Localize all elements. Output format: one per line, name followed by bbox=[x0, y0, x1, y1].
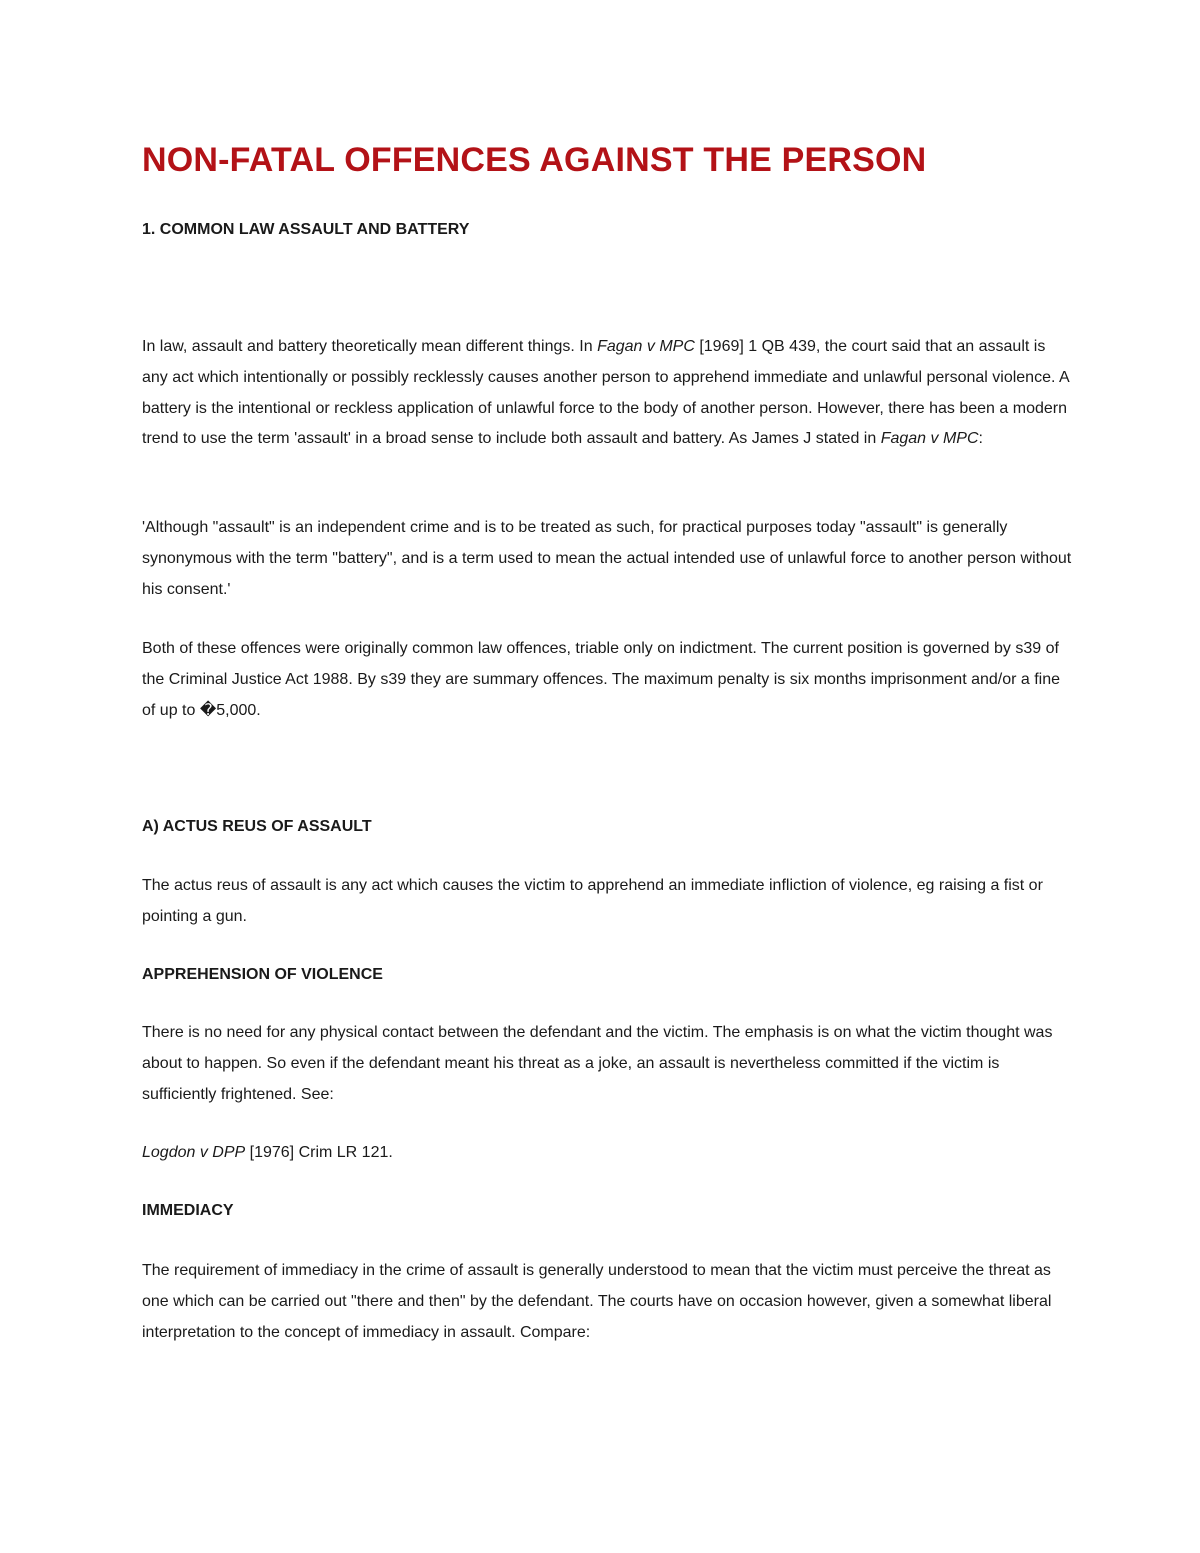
document-title: NON-FATAL OFFENCES AGAINST THE PERSON bbox=[142, 141, 927, 179]
case-name-logdon: Logdon v DPP bbox=[142, 1144, 246, 1161]
quote-james-j: 'Although "assault" is an independent crime and is to be treated as such, for practical purposes today "assault" is generally synonymous with the term "battery", and is a term used to mean the actual intended use of unlawful force to another person without his consent.' bbox=[142, 519, 1072, 598]
citation-reference: [1976] Crim LR 121. bbox=[245, 1144, 393, 1161]
section-heading-actus-reus: A) ACTUS REUS OF ASSAULT bbox=[142, 818, 372, 835]
paragraph-immediacy: The requirement of immediacy in the crime of assault is generally understood to mean that the victim must perceive the threat as one which can be carried out "there and then" by the defendant. The courts have on occasion however, given a somewhat liberal interpretation to the concept of immediacy in assault. Compare: bbox=[142, 1262, 1052, 1341]
paragraph-actus-reus: The actus reus of assault is any act which causes the victim to apprehend an immediate infliction of violence, eg raising a fist or pointing a gun. bbox=[142, 877, 1043, 925]
case-name-fagan: Fagan v MPC bbox=[880, 430, 979, 448]
paragraph-current-position: Both of these offences were originally common law offences, triable only on indictment. The current position is governed by s39 of the Criminal Justice Act 1988. By s39 they are summary offences. The maximum penalty is six months imprisonment and/or a fine of up to �5,000. bbox=[142, 640, 1061, 719]
paragraph-text: [1969] 1 QB 439, the court said that an assault is any act which intentionally or possibly recklessly causes another person to apprehend immediate and unlawful personal violence. A battery is the intentional or reckless application of unlawful force to the body of another person. However, there has been a modern trend to use the term 'assault' in a broad sense to include both assault and battery. As James J stated in bbox=[142, 338, 1069, 448]
paragraph-text: : bbox=[978, 430, 983, 448]
section-heading-common-law: 1. COMMON LAW ASSAULT AND BATTERY bbox=[142, 221, 470, 238]
paragraph-assault-battery-definition bbox=[142, 332, 1072, 455]
paragraph-text: In law, assault and battery theoretically mean different things. In bbox=[142, 338, 598, 355]
case-name-fagan: Fagan v MPC bbox=[597, 338, 695, 355]
case-citation-logdon bbox=[142, 1138, 1072, 1169]
paragraph-apprehension: There is no need for any physical contact between the defendant and the victim. The emphasis is on what the victim thought was about to happen. So even if the defendant meant his threat as a joke, an assault is nevertheless committed if the victim is sufficiently frightened. See: bbox=[142, 1024, 1053, 1103]
heading-immediacy: IMMEDIACY bbox=[142, 1202, 234, 1219]
heading-apprehension-of-violence: APPREHENSION OF VIOLENCE bbox=[142, 966, 383, 983]
